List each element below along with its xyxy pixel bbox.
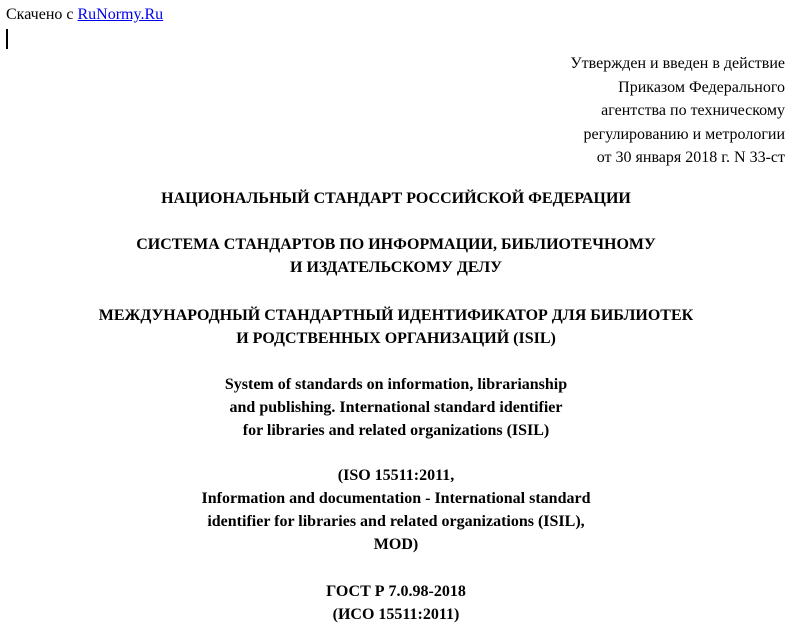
isil-title-russian xyxy=(0,304,792,350)
isil-title-line: И РОДСТВЕННЫХ ОРГАНИЗАЦИЙ (ISIL) xyxy=(236,330,556,347)
source-line xyxy=(6,5,163,25)
iso-reference-line: (ISO 15511:2011, xyxy=(337,467,455,484)
english-title xyxy=(0,373,792,442)
english-title-line: for libraries and related organizations (ISIL) xyxy=(242,422,550,439)
standards-system-line: И ИЗДАТЕЛЬСКОМУ ДЕЛУ xyxy=(290,259,502,276)
standards-system-title xyxy=(0,233,792,279)
gost-number: ГОСТ Р 7.0.98-2018 xyxy=(326,583,466,600)
iso-equivalent-number: (ИСО 15511:2011) xyxy=(332,606,460,623)
approval-line: от 30 января 2018 г. N 33-ст xyxy=(596,149,785,166)
runormy-link[interactable]: RuNormy.Ru xyxy=(77,6,164,23)
approval-line: агентства по техническому xyxy=(601,102,785,119)
standards-system-line: СИСТЕМА СТАНДАРТОВ ПО ИНФОРМАЦИИ, БИБЛИОТЕЧНОМУ xyxy=(136,236,656,253)
gost-designation xyxy=(0,580,792,626)
english-title-line: System of standards on information, librarianship xyxy=(224,376,568,393)
iso-reference-line: identifier for libraries and related organizations (ISIL), xyxy=(207,513,585,530)
iso-reference xyxy=(0,464,792,556)
approval-line: Приказом Федерального xyxy=(618,78,785,96)
approval-line: Утвержден и введен в действие xyxy=(570,55,785,72)
english-title-line: and publishing. International standard identifier xyxy=(229,399,563,416)
approval-line: регулированию и метрологии xyxy=(583,125,785,143)
text-cursor xyxy=(6,29,8,49)
iso-reference-line: Information and documentation - International standard xyxy=(201,490,591,507)
national-standard-line: НАЦИОНАЛЬНЫЙ СТАНДАРТ РОССИЙСКОЙ ФЕДЕРАЦИИ xyxy=(161,190,631,207)
iso-reference-line: MOD) xyxy=(373,536,419,553)
approval-block xyxy=(425,52,785,170)
isil-title-line: МЕЖДУНАРОДНЫЙ СТАНДАРТНЫЙ ИДЕНТИФИКАТОР ДЛЯ БИБЛИОТЕК xyxy=(98,307,694,324)
source-prefix: Скачено с xyxy=(6,6,78,23)
national-standard-heading xyxy=(0,187,792,210)
